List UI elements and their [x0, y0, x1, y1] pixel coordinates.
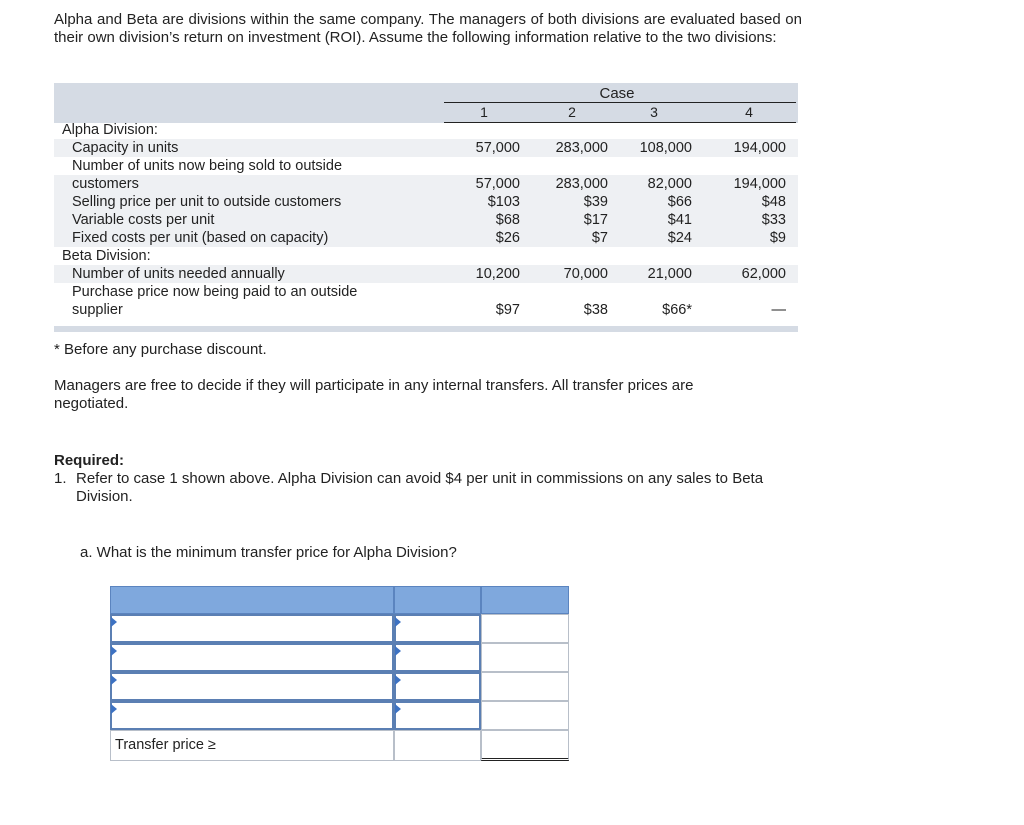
answer-label-input[interactable] [110, 614, 394, 643]
case-1-value: $97 [495, 302, 520, 318]
answer-value-input[interactable] [394, 672, 481, 701]
case-1-value: $68 [495, 212, 520, 228]
case-3-header: 3 [650, 104, 658, 120]
footnote: * Before any purchase discount. [54, 341, 267, 358]
table-bottom-band [54, 326, 798, 332]
case-1-value: 57,000 [475, 140, 520, 156]
case-4-value: 62,000 [741, 266, 786, 282]
case-4-value: — [771, 302, 786, 318]
case-1-value: $26 [495, 230, 520, 246]
case-3-value: 108,000 [639, 140, 692, 156]
answer-result-cell [481, 643, 569, 672]
managers-note: Managers are free to decide if they will participate in any internal transfers. All transfer prices are negotiated. [54, 377, 694, 412]
case-3-value: $66* [662, 302, 692, 318]
answer-header-value [394, 586, 481, 614]
case-header-rule [444, 102, 796, 103]
table-row [54, 301, 798, 319]
case-1-header: 1 [480, 104, 488, 120]
case-4-value: $48 [761, 194, 786, 210]
case-3-value: $41 [667, 212, 692, 228]
case-4-header: 4 [745, 104, 753, 120]
answer-header-label [110, 586, 394, 614]
answer-label-input[interactable] [110, 701, 394, 730]
case-3-value: $24 [667, 230, 692, 246]
case-3-value: 21,000 [647, 266, 692, 282]
table-row [54, 139, 798, 157]
answer-grid [110, 586, 569, 762]
case-1-value: 10,200 [475, 266, 520, 282]
table-row [54, 121, 798, 139]
case-1-value: $103 [487, 194, 520, 210]
case-2-value: 283,000 [555, 140, 608, 156]
required-item [54, 470, 802, 506]
table-row [54, 157, 798, 175]
case-2-value: 70,000 [563, 266, 608, 282]
case-2-header: 2 [568, 104, 576, 120]
answer-value-input[interactable] [394, 614, 481, 643]
required-item-text: Refer to case 1 shown above. Alpha Division can avoid $4 per unit in commissions on any sales to Beta Division. [76, 470, 764, 505]
case-2-value: $38 [583, 302, 608, 318]
row-label: Capacity in units [72, 140, 179, 156]
row-label: Variable costs per unit [72, 212, 215, 228]
answer-result-cell [481, 614, 569, 643]
row-label: Purchase price now being paid to an outside [72, 284, 358, 300]
required-title: Required: [54, 452, 125, 469]
answer-value-input[interactable] [394, 643, 481, 672]
case-4-value: $33 [761, 212, 786, 228]
transfer-price-label: Transfer price ≥ [115, 737, 216, 753]
table-row [54, 211, 798, 229]
case-4-value: $9 [769, 230, 786, 246]
row-label: Fixed costs per unit (based on capacity) [72, 230, 329, 246]
case-2-value: $39 [583, 194, 608, 210]
case-2-value: $7 [591, 230, 608, 246]
table-row [54, 247, 798, 265]
case-4-value: 194,000 [733, 176, 786, 192]
table-row [54, 283, 798, 301]
transfer-price-result-cell [481, 730, 569, 761]
division-data-table [54, 83, 798, 333]
table-row [54, 193, 798, 211]
question-a: a. What is the minimum transfer price for Alpha Division? [80, 544, 457, 561]
intro-paragraph: Alpha and Beta are divisions within the same company. The managers of both divisions are evaluated based on their own division’s return on investment (ROI). Assume the following information relative to the two divisions: [54, 11, 802, 46]
table-row [54, 175, 798, 193]
table-row [54, 265, 798, 283]
required-item-number: 1. [54, 470, 67, 487]
case-header: Case [599, 85, 635, 102]
answer-label-input[interactable] [110, 643, 394, 672]
row-label: supplier [72, 302, 123, 318]
table-row [54, 229, 798, 247]
transfer-price-label-cell [110, 730, 394, 761]
answer-result-cell [481, 701, 569, 730]
transfer-price-value-cell [394, 730, 481, 761]
case-2-value: 283,000 [555, 176, 608, 192]
case-4-value: 194,000 [733, 140, 786, 156]
row-label: Selling price per unit to outside customers [72, 194, 342, 210]
case-2-value: $17 [583, 212, 608, 228]
answer-label-input[interactable] [110, 672, 394, 701]
row-label: customers [72, 176, 139, 192]
row-label: Number of units now being sold to outside [72, 158, 343, 174]
row-label: Beta Division: [62, 248, 151, 264]
answer-result-cell [481, 672, 569, 701]
answer-header-result [481, 586, 569, 614]
case-1-value: 57,000 [475, 176, 520, 192]
row-label: Alpha Division: [62, 122, 158, 138]
case-3-value: 82,000 [647, 176, 692, 192]
answer-value-input[interactable] [394, 701, 481, 730]
row-label: Number of units needed annually [72, 266, 285, 282]
case-3-value: $66 [667, 194, 692, 210]
